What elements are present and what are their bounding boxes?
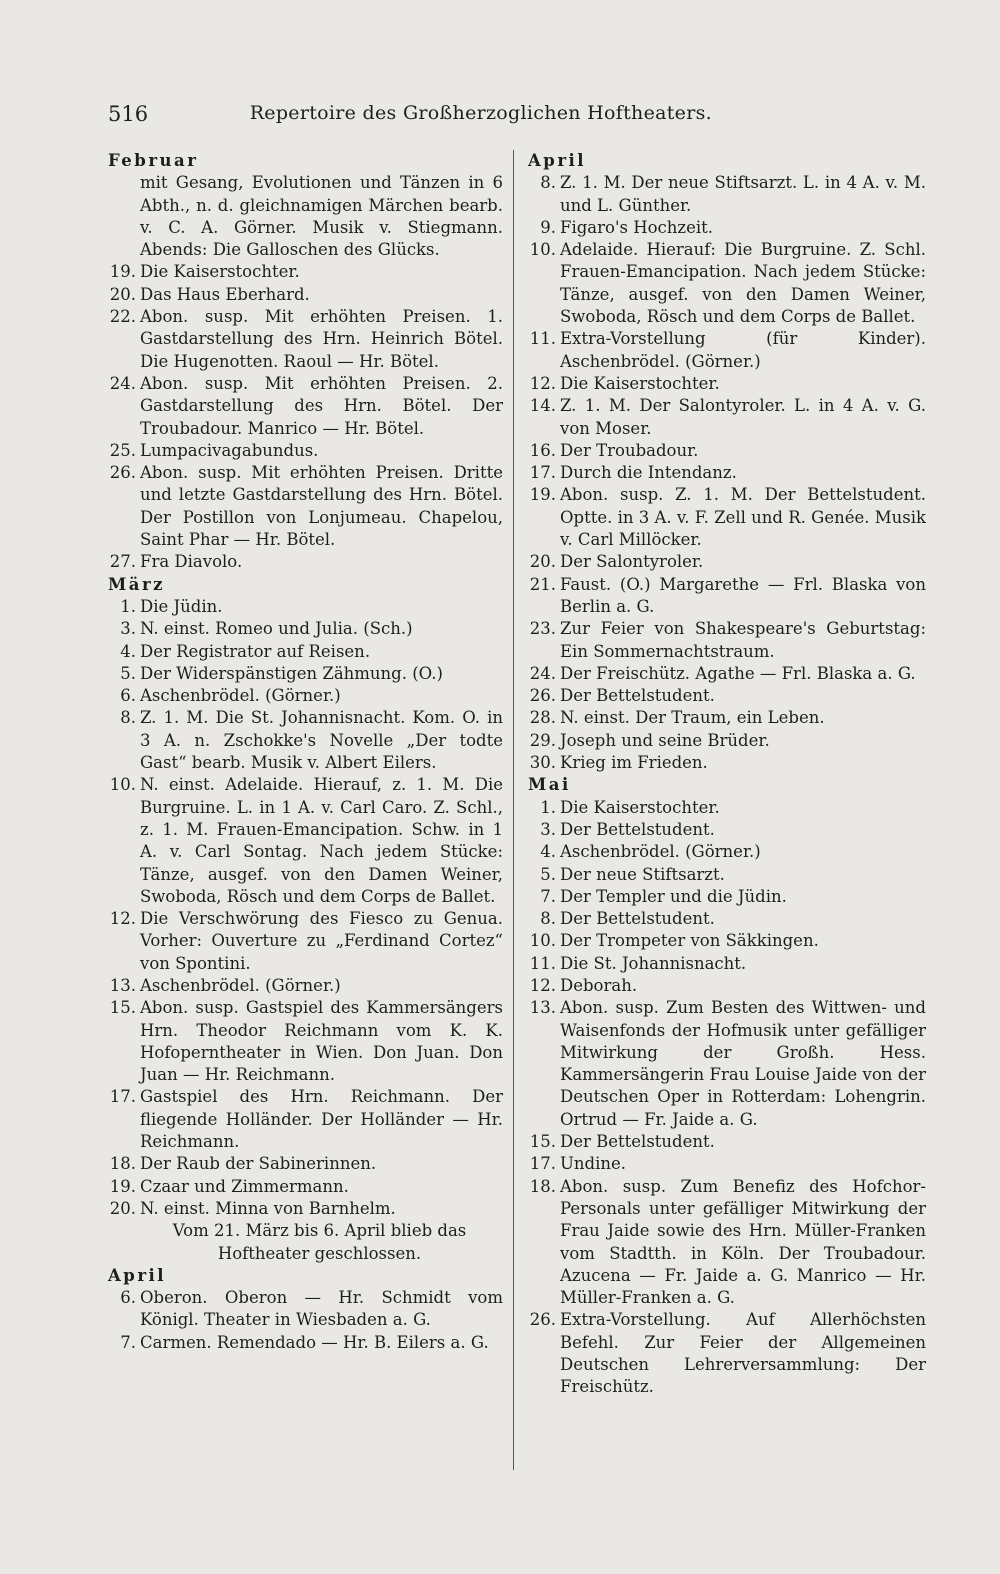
repertoire-entry: [106, 707, 503, 774]
entry-text: Die Jüdin.: [140, 596, 223, 616]
repertoire-entry: [106, 551, 503, 573]
entry-text: Lumpacivagabundus.: [140, 440, 319, 460]
repertoire-entry: [106, 1176, 503, 1198]
entry-day: 5.: [540, 864, 556, 884]
entry-text: Z. 1. M. Der neue Stiftsarzt. L. in 4 A. v. M. und L. Günther.: [560, 173, 926, 215]
repertoire-entry: [106, 306, 503, 373]
entry-day: 3.: [540, 819, 556, 839]
entry-text: Fra Diavolo.: [140, 552, 243, 572]
entry-day: 28.: [529, 708, 556, 728]
repertoire-entry: [106, 1332, 503, 1354]
repertoire-entry: [526, 685, 926, 707]
entry-text: N. einst. Minna von Barnhelm.: [140, 1198, 396, 1218]
repertoire-entry: [106, 663, 503, 685]
repertoire-entry: [526, 707, 926, 729]
entry-text: Der Salontyroler.: [560, 552, 704, 572]
repertoire-entry: [526, 551, 926, 573]
entry-day: 10.: [529, 240, 556, 260]
column-divider: [513, 150, 514, 1470]
repertoire-entry: [526, 663, 926, 685]
repertoire-entry: [526, 975, 926, 997]
entry-day: 17.: [529, 1154, 556, 1174]
entry-day: 18.: [529, 1176, 556, 1196]
entry-text: Der Widerspänstigen Zähmung. (O.): [140, 663, 443, 683]
repertoire-entry: [526, 886, 926, 908]
entry-day: 3.: [120, 619, 136, 639]
entry-day: 11.: [529, 953, 556, 973]
entry-day: 1.: [120, 596, 136, 616]
entry-day: 7.: [540, 886, 556, 906]
entry-text: Carmen. Remendado — Hr. B. Eilers a. G.: [140, 1332, 489, 1352]
month-heading: April: [528, 151, 587, 170]
entry-day: 29.: [529, 730, 556, 750]
entry-day: 20.: [529, 552, 556, 572]
entry-text: Die Verschwörung des Fiesco zu Genua. Vorher: Ouverture zu „Ferdinand Cortez“ von Spontini.: [140, 909, 503, 973]
entry-text: Die St. Johannisnacht.: [560, 953, 747, 973]
entry-day: 12.: [529, 373, 556, 393]
repertoire-entry: [106, 641, 503, 663]
entry-day: 4.: [540, 842, 556, 862]
entry-day: 8.: [120, 708, 136, 728]
repertoire-entry: [106, 997, 503, 1086]
entry-day: 26.: [529, 686, 556, 706]
entry-text: Der Bettelstudent.: [560, 686, 715, 706]
page-header: [108, 102, 712, 132]
repertoire-entry: [526, 239, 926, 328]
entry-day: 13.: [109, 975, 136, 995]
entry-text: Der Troubadour.: [560, 440, 699, 460]
repertoire-entry: [526, 1176, 926, 1310]
entry-day: 14.: [529, 396, 556, 416]
repertoire-entry: [106, 908, 503, 975]
repertoire-entry: [106, 596, 503, 618]
entry-text: Deborah.: [560, 975, 638, 995]
entry-day: 26.: [529, 1310, 556, 1330]
entry-text: N. einst. Der Traum, ein Leben.: [560, 708, 825, 728]
entry-text: N. einst. Adelaide. Hierauf, z. 1. M. Die Burgruine. L. in 1 A. v. Carl Caro. Z. Schl., z. 1. M. Frauen-Emancipation. Schw. in 1 A. v. Carl Sontag. Nach jedem Stücke: Tänze, ausgef. von den Damen Weiner, Swoboda, Rösch und dem Corps de Ballet.: [140, 775, 503, 906]
entry-day: 11.: [529, 329, 556, 349]
repertoire-entry: [526, 908, 926, 930]
month-heading: Februar: [108, 151, 199, 170]
repertoire-entry: [526, 1309, 926, 1398]
entry-day: 17.: [529, 463, 556, 483]
repertoire-entry: [526, 217, 926, 239]
entry-text: Figaro's Hochzeit.: [560, 217, 713, 237]
repertoire-entry: [526, 997, 926, 1131]
entry-day: 23.: [529, 619, 556, 639]
entry-text: Oberon. Oberon — Hr. Schmidt vom Königl. Theater in Wiesbaden a. G.: [140, 1288, 503, 1330]
repertoire-entry: [526, 1153, 926, 1175]
entry-day: 19.: [109, 1176, 136, 1196]
repertoire-entry: [106, 440, 503, 462]
entry-text: Die Kaiserstochter.: [560, 797, 720, 817]
repertoire-entry: [106, 685, 503, 707]
entry-text: Joseph und seine Brüder.: [560, 730, 770, 750]
repertoire-entry: [106, 1153, 503, 1175]
entry-day: 21.: [529, 574, 556, 594]
closure-note: Vom 21. März bis 6. April blieb das Hoftheater geschlossen.: [172, 1221, 467, 1263]
entry-text: Faust. (O.) Margarethe — Frl. Blaska von Berlin a. G.: [560, 574, 926, 616]
entry-text: Aschenbrödel. (Görner.): [560, 842, 761, 862]
repertoire-entry: [106, 774, 503, 908]
page-number: 516: [108, 102, 149, 126]
entry-day: 7.: [120, 1332, 136, 1352]
repertoire-entry: [106, 1287, 503, 1332]
month-heading: März: [108, 574, 166, 594]
repertoire-entry: [106, 261, 503, 283]
entry-day: 6.: [120, 686, 136, 706]
repertoire-entry: [106, 284, 503, 306]
entry-text: Extra-Vorstellung. Auf Allerhöchsten Befehl. Zur Feier der Allgemeinen Deutschen Lehrerversammlung: Der Freischütz.: [560, 1310, 926, 1397]
entry-text: Abon. susp. Mit erhöhten Preisen. 2. Gastdarstellung des Hrn. Bötel. Der Troubadour. Manrico — Hr. Bötel.: [140, 373, 503, 438]
repertoire-entry: [106, 373, 503, 440]
repertoire-entry: [526, 797, 926, 819]
entry-day: 10.: [529, 931, 556, 951]
repertoire-entry: [106, 975, 503, 997]
repertoire-entry: [526, 328, 926, 373]
entry-text: Extra-Vorstellung (für Kinder). Aschenbrödel. (Görner.): [560, 329, 926, 371]
entry-text: Die Kaiserstochter.: [140, 262, 300, 282]
entry-text: Z. 1. M. Der Salontyroler. L. in 4 A. v. G. von Moser.: [560, 396, 926, 438]
entry-text: Krieg im Frieden.: [560, 753, 708, 773]
entry-text: mit Gesang, Evolutionen und Tänzen in 6 Abth., n. d. gleichnamigen Märchen bearb. v. C. A. Görner. Musik v. Stiegmann. Abends: Die Galloschen des Glücks.: [140, 173, 503, 260]
entry-day: 24.: [109, 373, 136, 393]
entry-text: Aschenbrödel. (Görner.): [140, 686, 341, 706]
repertoire-entry: [526, 819, 926, 841]
entry-text: Der Raub der Sabinerinnen.: [140, 1154, 377, 1174]
repertoire-entry: [526, 462, 926, 484]
entry-text: Abon. susp. Mit erhöhten Preisen. 1. Gastdarstellung des Hrn. Heinrich Bötel. Die Hugenotten. Raoul — Hr. Bötel.: [140, 307, 503, 371]
repertoire-entry: [526, 730, 926, 752]
entry-day: 1.: [540, 797, 556, 817]
repertoire-entry: [526, 618, 926, 663]
repertoire-entry: [526, 1131, 926, 1153]
repertoire-entry: [106, 1198, 503, 1220]
entry-day: 19.: [529, 485, 556, 505]
repertoire-entry: [526, 953, 926, 975]
entry-text: Abon. susp. Z. 1. M. Der Bettelstudent. Optte. in 3 A. v. F. Zell und R. Genée. Musik v. Carl Millöcker.: [560, 485, 926, 550]
repertoire-entry: [526, 864, 926, 886]
right-column: [526, 150, 926, 1399]
entry-text: Czaar und Zimmermann.: [140, 1176, 349, 1196]
repertoire-entry: [526, 752, 926, 774]
entry-day: 12.: [109, 909, 136, 929]
entry-day: 10.: [109, 775, 136, 795]
entry-text: Aschenbrödel. (Görner.): [140, 975, 341, 995]
entry-text: Das Haus Eberhard.: [140, 284, 310, 304]
left-column: [106, 150, 503, 1354]
entry-text: Der neue Stiftsarzt.: [560, 864, 725, 884]
repertoire-entry: [526, 484, 926, 551]
entry-text: Der Bettelstudent.: [560, 1132, 715, 1152]
entry-text: Der Registrator auf Reisen.: [140, 641, 371, 661]
entry-text: Abon. susp. Gastspiel des Kammersängers Hrn. Theodor Reichmann vom K. K. Hofoperntheater in Wien. Don Juan. Don Juan — Hr. Reichmann.: [140, 998, 503, 1085]
entry-text: Der Bettelstudent.: [560, 819, 715, 839]
entry-text: Der Bettelstudent.: [560, 909, 715, 929]
repertoire-entry: [106, 462, 503, 551]
running-title: Repertoire des Großherzoglichen Hoftheaters.: [249, 102, 712, 124]
entry-day: 30.: [529, 753, 556, 773]
entry-text: Gastspiel des Hrn. Reichmann. Der fliegende Holländer. Der Holländer — Hr. Reichmann.: [140, 1087, 503, 1152]
entry-day: 15.: [109, 998, 136, 1018]
repertoire-entry: [526, 930, 926, 952]
repertoire-entry: [526, 841, 926, 863]
entry-text: Der Freischütz. Agathe — Frl. Blaska a. G.: [560, 663, 916, 683]
entry-day: 25.: [109, 440, 136, 460]
entry-text: Adelaide. Hierauf: Die Burgruine. Z. Schl. Frauen-Emancipation. Nach jedem Stücke: Tänze, ausgef. von den Damen Weiner, Swoboda, Rösch und dem Corps de Ballet.: [560, 240, 926, 327]
entry-day: 20.: [109, 1198, 136, 1218]
entry-day: 27.: [109, 552, 136, 572]
entry-day: 16.: [529, 440, 556, 460]
entry-day: 20.: [109, 284, 136, 304]
repertoire-entry: [106, 172, 503, 261]
entry-day: 8.: [540, 173, 556, 193]
repertoire-entry: [106, 618, 503, 640]
entry-day: 5.: [120, 663, 136, 683]
repertoire-entry: [526, 574, 926, 619]
entry-text: Die Kaiserstochter.: [560, 373, 720, 393]
entry-text: N. einst. Romeo und Julia. (Sch.): [140, 619, 413, 639]
entry-day: 26.: [109, 463, 136, 483]
entry-day: 4.: [120, 641, 136, 661]
month-heading: Mai: [528, 775, 571, 795]
entry-text: Abon. susp. Mit erhöhten Preisen. Dritte und letzte Gastdarstellung des Hrn. Bötel. Der Postillon von Lonjumeau. Chapelou, Saint Phar — Hr. Bötel.: [140, 463, 503, 550]
entry-day: 9.: [540, 217, 556, 237]
repertoire-entry: [106, 1086, 503, 1153]
entry-day: 17.: [109, 1087, 136, 1107]
entry-text: Z. 1. M. Die St. Johannisnacht. Kom. O. in 3 A. n. Zschokke's Novelle „Der todte Gast“ bearb. Musik v. Albert Eilers.: [140, 708, 503, 773]
entry-text: Abon. susp. Zum Benefiz des Hofchor-Personals unter gefälliger Mitwirkung der Frau Jaide sowie des Hrn. Müller-Franken vom Stadtth. in Köln. Der Troubadour. Azucena — Fr. Jaide a. G. Manrico — Hr. Müller-Franken a. G.: [560, 1176, 926, 1308]
repertoire-entry: [526, 172, 926, 217]
repertoire-entry: [526, 440, 926, 462]
entry-day: 12.: [529, 975, 556, 995]
entry-day: 22.: [109, 307, 136, 327]
repertoire-entry: [526, 395, 926, 440]
entry-day: 24.: [529, 663, 556, 683]
entry-text: Der Trompeter von Säkkingen.: [560, 931, 819, 951]
entry-text: Undine.: [560, 1154, 627, 1174]
entry-day: 18.: [109, 1154, 136, 1174]
entry-text: Abon. susp. Zum Besten des Wittwen- und Waisenfonds der Hofmusik unter gefälliger Mitwirkung der Großh. Hess. Kammersängerin Frau Louise Jaide von der Deutschen Oper in Rotterdam: Lohengrin. Ortrud — Fr. Jaide a. G.: [560, 998, 926, 1129]
entry-day: 13.: [529, 998, 556, 1018]
repertoire-entry: [526, 373, 926, 395]
month-heading: April: [108, 1265, 167, 1285]
entry-day: 8.: [540, 909, 556, 929]
entry-text: Zur Feier von Shakespeare's Geburtstag: Ein Sommernachtstraum.: [560, 619, 926, 661]
entry-text: Der Templer und die Jüdin.: [560, 886, 787, 906]
entry-day: 19.: [109, 262, 136, 282]
entry-day: 6.: [120, 1288, 136, 1308]
entry-text: Durch die Intendanz.: [560, 463, 737, 483]
entry-day: 15.: [529, 1132, 556, 1152]
